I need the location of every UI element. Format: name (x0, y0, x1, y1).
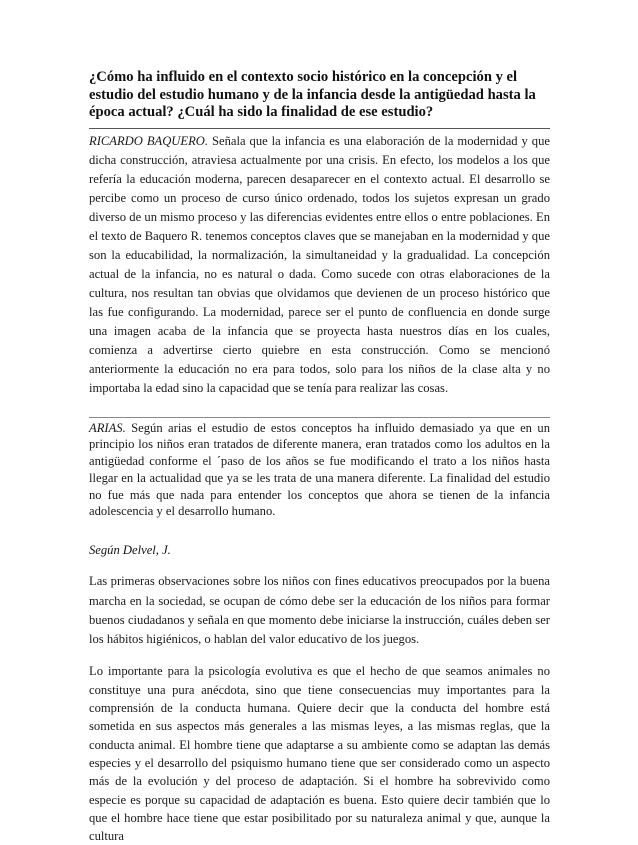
author-arias: ARIAS. (89, 420, 126, 435)
document-title: ¿Cómo ha influido en el contexto socio histórico en la concepción y el estudio del estudio humano y de la infancia desde la antigüedad hasta la época actual? ¿Cuál ha sido la finalidad de ese estudio? (89, 69, 536, 120)
paragraph-delvel-2: Lo importante para la psicología evolutiva es que el hecho de que seamos animales no constituye una pura anécdota, sino que tiene consecuencias muy importantes para la comprensión de la conducta humana. Quiere decir que la conducta del hombre está sometida en sus aspectos más generales a las mismas leyes, a las mismas reglas, que la conducta animal. El hombre tiene que adaptarse a su ambiente como se adaptan las demás especies y el desarrollo del psiquismo humano tiene que ser considerado como un aspecto más de la evolución y del proceso de adaptación. Si el hombre ha sobrevivido como especie es porque su capacidad de adaptación es buena. Esto quiere decir también que lo que el hombre hace tiene que estar posibilitado por su naturaleza animal y que, aunque la cultura (89, 664, 550, 844)
paragraph-baquero (89, 132, 550, 398)
title-divider (89, 128, 550, 129)
document-body (89, 69, 550, 845)
paragraph-delvel-1: Las primeras observaciones sobre los niños con fines educativos preocupados por la buena marcha en la sociedad, se ocupan de cómo debe ser la educación de los niños para formar buenos ciudadanos y señala en que momento debe iniciarse la instrucción, cuáles deben ser los hábitos higiénicos, o hablan del valor educativo de los juegos. (89, 574, 550, 647)
paragraph-arias-text: Según arias el estudio de estos conceptos ha influido demasiado ya que en un principio los niños eran tratados de diferente manera, eran tratados como los adultos en la antigüedad conforme el ´paso de los años se fue modificando el trato a los niños hasta llegar en la actualidad que ya se les trata de una manera diferente. La finalidad del estudio no fue más que nada para entender los conceptos que ahora se tienen de la infancia adolescencia y el desarrollo humano. (89, 420, 550, 519)
author-baquero: RICARDO BAQUERO. (89, 133, 209, 148)
paragraph-baquero-text: Señala que la infancia es una elaboración de la modernidad y que dicha construcción, atraviesa actualmente por una crisis. En efecto, los modelos a los que refería la educación moderna, parecen desaparecer en el contexto actual. El desarrollo se percibe como un proceso de curso único ordenado, todos los sujetos expresan un grado diverso de un mismo proceso y las diferencias evidentes entre ellos o entre poblaciones. En el texto de Baquero R. tenemos conceptos claves que se manejaban en la modernidad y que son la educabilidad, la normalización, la simultaneidad y la gradualidad. La concepción actual de la infancia, no es natural o dada. Como sucede con otras elaboraciones de la cultura, nos resultan tan obvias que olvidamos que devienen de un proceso histórico que las fue configurando. La modernidad, parece ser el punto de confluencia en donde surge una imagen acaba de la infancia que se proyecta hasta nuestros días en los cuales, comienza a advertirse cierto quiebre en esta construcción. Como se mencionó anteriormente la educación no era para todos, solo para los niños de la clase alta y no importaba la edad sino la capacidad que se tenía para realizar las cosas. (89, 133, 550, 395)
section-heading-delvel: Según Delvel, J. (89, 543, 171, 558)
paragraph-arias (89, 417, 550, 521)
